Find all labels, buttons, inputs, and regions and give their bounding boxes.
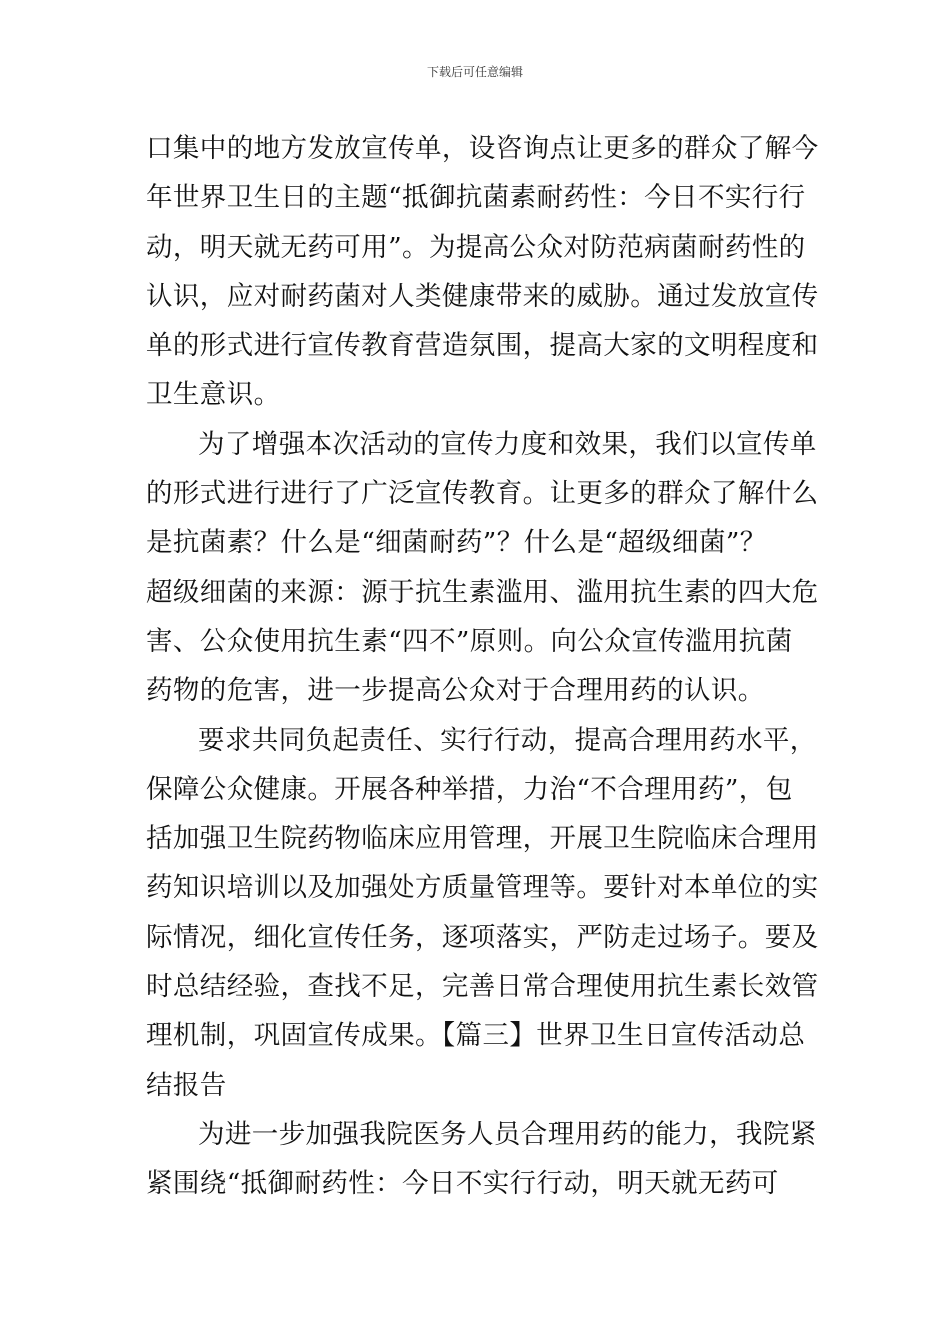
text-line: 药知识培训以及加强处方质量管理等。要针对本单位的实 [146,872,819,904]
text-line: 超级细菌的来源：源于抗生素滥用、滥用抗生素的四大危 [146,576,819,608]
text-line: 是抗菌素？什么是“细菌耐药”？什么是“超级细菌”？ [146,527,767,559]
text-line: 括加强卫生院药物临床应用管理，开展卫生院临床合理用 [146,823,819,855]
text-line: 年世界卫生日的主题“抵御抗菌素耐药性：今日不实行行 [146,182,806,214]
text-line: 口集中的地方发放宣传单，设咨询点让更多的群众了解今 [146,133,819,164]
page-header: 下载后可任意编辑 [426,65,523,79]
paragraph-first-line: 为了增强本次活动的宣传力度和效果，我们以宣传单 [198,428,817,460]
text-line: 保障公众健康。开展各种举措，力治“不合理用药”，包 [146,773,793,805]
text-line: 际情况，细化宣传任务，逐项落实，严防走过场子。要及 [146,921,819,953]
text-line: 药物的危害，进一步提高公众对于合理用药的认识。 [146,675,765,707]
text-line: 单的形式进行宣传教育营造氛围，提高大家的文明程度和 [146,330,819,362]
text-line: 时总结经验，查找不足，完善日常合理使用抗生素长效管 [146,971,819,1003]
text-line: 结报告 [146,1069,227,1101]
text-line: 卫生意识。 [146,379,281,411]
text-line: 动，明天就无药可用”。为提高公众对防范病菌耐药性的 [146,231,806,263]
text-line: 的形式进行进行了广泛宣传教育。让更多的群众了解什么 [146,478,819,510]
paragraph-first-line: 要求共同负起责任、实行行动，提高合理用药水平， [198,724,817,756]
paragraph-first-line: 为进一步加强我院医务人员合理用药的能力，我院紧 [198,1118,817,1150]
text-line: 害、公众使用抗生素“四不”原则。向公众宣传滥用抗菌 [146,625,793,657]
text-line: 认识，应对耐药菌对人类健康带来的威胁。通过发放宣传 [146,280,819,312]
document-body [146,124,819,1209]
text-line: 理机制，巩固宣传成果。【篇三】世界卫生日宣传活动总 [146,1020,806,1052]
text-line: 紧围绕“抵御耐药性：今日不实行行动，明天就无药可 [146,1168,779,1200]
